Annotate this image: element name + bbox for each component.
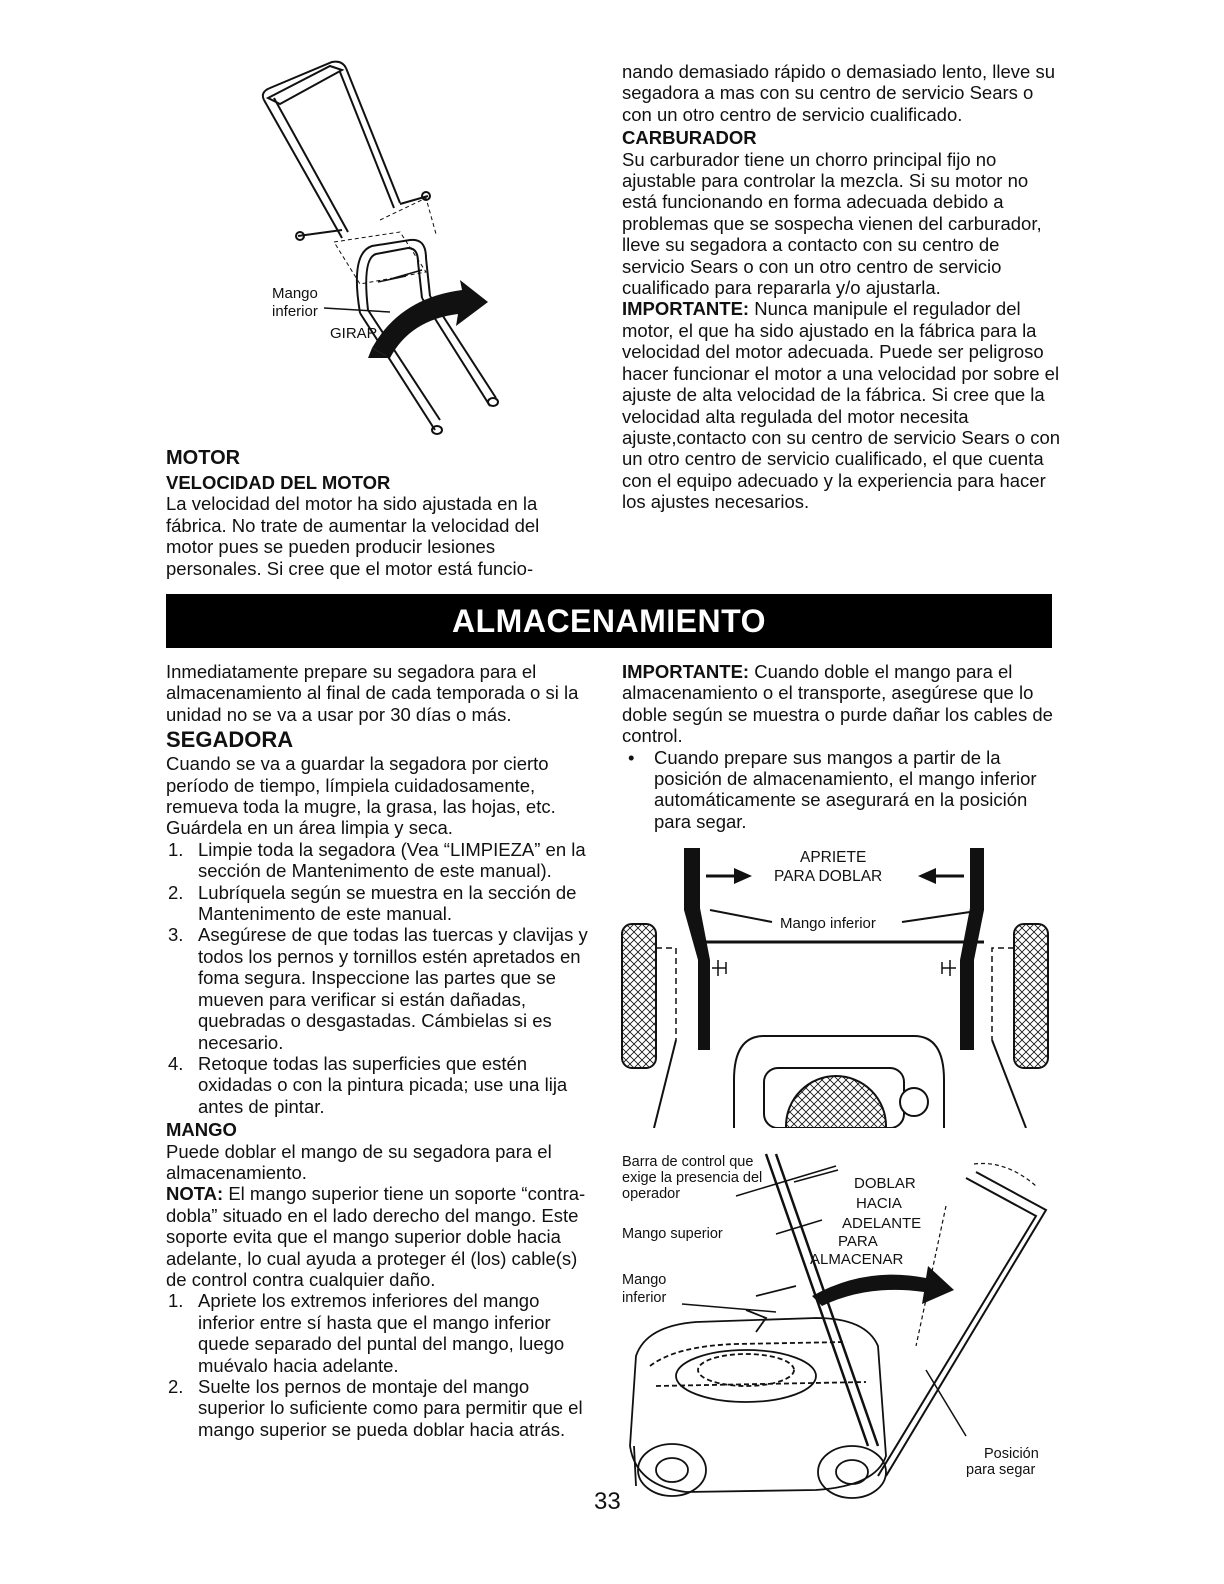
- right-bottom-section: [622, 661, 1054, 832]
- handle-illustration: [250, 58, 520, 438]
- importante-fold-paragraph: [622, 661, 1054, 747]
- importante-fold-label: IMPORTANTE:: [622, 661, 750, 682]
- list-item: 2. Lubríquela según se muestra en la sección de Mantenimento de este manual.: [168, 881, 577, 925]
- label-inferior: inferior: [272, 303, 318, 320]
- label-apriete: APRIETE: [800, 849, 867, 866]
- importante-paragraph: [622, 298, 1062, 512]
- list-item: 4. Retoque todas las superficies que estén oxidadas o con la pintura picada; use una lija antes de pintar.: [168, 1052, 568, 1117]
- motor-section: [166, 446, 586, 579]
- label-posicion-1: Posición: [984, 1446, 1039, 1462]
- squeeze-handle-figure: [614, 840, 1054, 1132]
- left-bottom-section: [166, 661, 594, 1440]
- importante-fold-text: Cuando doble el mango para el almacenamiento o el transporte, asegúrese que lo doble según se muestra o purde dañar los cables de control.: [622, 661, 1053, 747]
- label-doblar-4: PARA: [838, 1233, 878, 1250]
- list-item: • Cuando prepare sus mangos a partir de la posición de almacenamiento, el mango inferior automáticamente se asegurará en la posición para segar.: [628, 746, 1037, 832]
- label-posicion-2: para segar: [966, 1462, 1036, 1478]
- nota-label: NOTA:: [166, 1183, 224, 1205]
- importante-label: IMPORTANTE:: [622, 298, 750, 320]
- motor-subtitle: VELOCIDAD DEL MOTOR: [166, 472, 391, 493]
- label-mango: Mango: [272, 285, 318, 302]
- nota-paragraph: [166, 1183, 594, 1290]
- carburador-text: Su carburador tiene un chorro principal fijo no ajustable para controlar la mezcla. Si su motor no está funcionando en forma adecuada debido a problemas que se sospecha vienen del carburador, lleve su segadora a contacto con su centro de servicio Sears o con un otro centro de servicio cualificado para repararla y/o ajustarla.: [622, 148, 1042, 299]
- list-item: 2. Suelte los pernos de montaje del mango superior lo suficiente como para permitir que el mango superior se pueda doblar hacia atrás.: [168, 1376, 583, 1440]
- segadora-steps: [166, 839, 594, 1117]
- motor-text: La velocidad del motor ha sido ajustada en la fábrica. No trate de aumentar la velocidad del motor pues se pueden producir lesiones personales. Si cree que el motor está funcio-: [166, 493, 540, 579]
- handle-figure-top: [250, 58, 520, 438]
- list-item: 3. Asegúrese de que todas las tuercas y clavijas y todos los pernos y tornillos estén apretados en foma segura. Inspeccione las partes que se mueven para verificar si están dañadas, quebradas o desgastadas. Cámbielas si es necesario.: [168, 924, 588, 1053]
- label-girar: GIRAR: [330, 325, 378, 342]
- segadora-title: SEGADORA: [166, 727, 294, 753]
- almacenamiento-banner: ALMACENAMIENTO: [166, 594, 1052, 648]
- label-doblar-5: ALMACENAR: [810, 1251, 904, 1268]
- label-barra-2: exige la presencia del: [622, 1170, 763, 1186]
- label-barra-1: Barra de control que: [622, 1154, 754, 1170]
- segadora-text: Cuando se va a guardar la segadora por cierto período de tiempo, límpiela cuidadosamente, remueva toda la mugre, la grasa, las hojas, etc. Guárdela en un área limpia y seca.: [166, 753, 556, 839]
- page-number: 33: [594, 1488, 621, 1515]
- label-doblar-2: HACIA: [856, 1195, 902, 1212]
- mango-title: MANGO: [166, 1119, 237, 1141]
- label-mango-superior: Mango superior: [622, 1226, 723, 1242]
- label-mango-inferior: Mango inferior: [780, 915, 876, 932]
- nota-text: El mango superior tiene un soporte “contra-dobla” situado en el lado derecho del mango. Este soporte evita que el mango superior doble hacia adelante, lo cual ayuda a proteger él (los) cable(s) de control contra cualquier daño.: [166, 1183, 586, 1290]
- label-mango-inf-2: inferior: [622, 1290, 667, 1306]
- carburador-title: CARBURADOR: [622, 127, 757, 149]
- label-doblar-3: ADELANTE: [842, 1215, 922, 1232]
- mango-steps: [166, 1290, 594, 1440]
- mango-text: Puede doblar el mango de su segadora para el almacenamiento.: [166, 1140, 552, 1183]
- fold-mower-figure: [616, 1146, 1066, 1516]
- label-mango-inf-1: Mango: [622, 1272, 667, 1288]
- storage-intro: Inmediatamente prepare su segadora para el almacenamiento al final de cada temporada o si la unidad no se va a usar por 30 días o más.: [166, 661, 579, 725]
- label-doblar-1: DOBLAR: [854, 1175, 916, 1192]
- list-item: 1. Apriete los extremos inferiores del mango inferior entre sí hasta que el mango inferior quede separado del puntal del mango, luego muévalo hacia adelante.: [168, 1290, 565, 1376]
- motor-continuation: nando demasiado rápido o demasiado lento, lleve su segadora a mas con su centro de servicio Sears o con un otro centro de servicio cualificado.: [622, 61, 1055, 125]
- label-barra-3: operador: [622, 1186, 681, 1202]
- right-top-section: [622, 61, 1062, 513]
- list-item: 1. Limpie toda la segadora (Vea “LIMPIEZA” en la sección de Mantenimento de este manual).: [168, 838, 586, 882]
- label-para-doblar: PARA DOBLAR: [774, 868, 883, 885]
- motor-title: MOTOR: [166, 447, 241, 469]
- bullet-list: [622, 747, 1054, 833]
- importante-text: Nunca manipule el regulador del motor, el que ha sido ajustado en la fábrica para la velocidad del motor adecuada. Puede ser peligroso hacer funcionar el motor a una velocidad por sobre el ajuste de alta velocidad de la fábrica. Si cree que la velocidad alta regulada del motor necesita ajuste,contacto con su centro de servicio Sears o con un otro centro de servicio cualificado, el que cuenta con el equipo adecuado y la experiencia para hacer los ajustes necesarios.: [622, 298, 1061, 513]
